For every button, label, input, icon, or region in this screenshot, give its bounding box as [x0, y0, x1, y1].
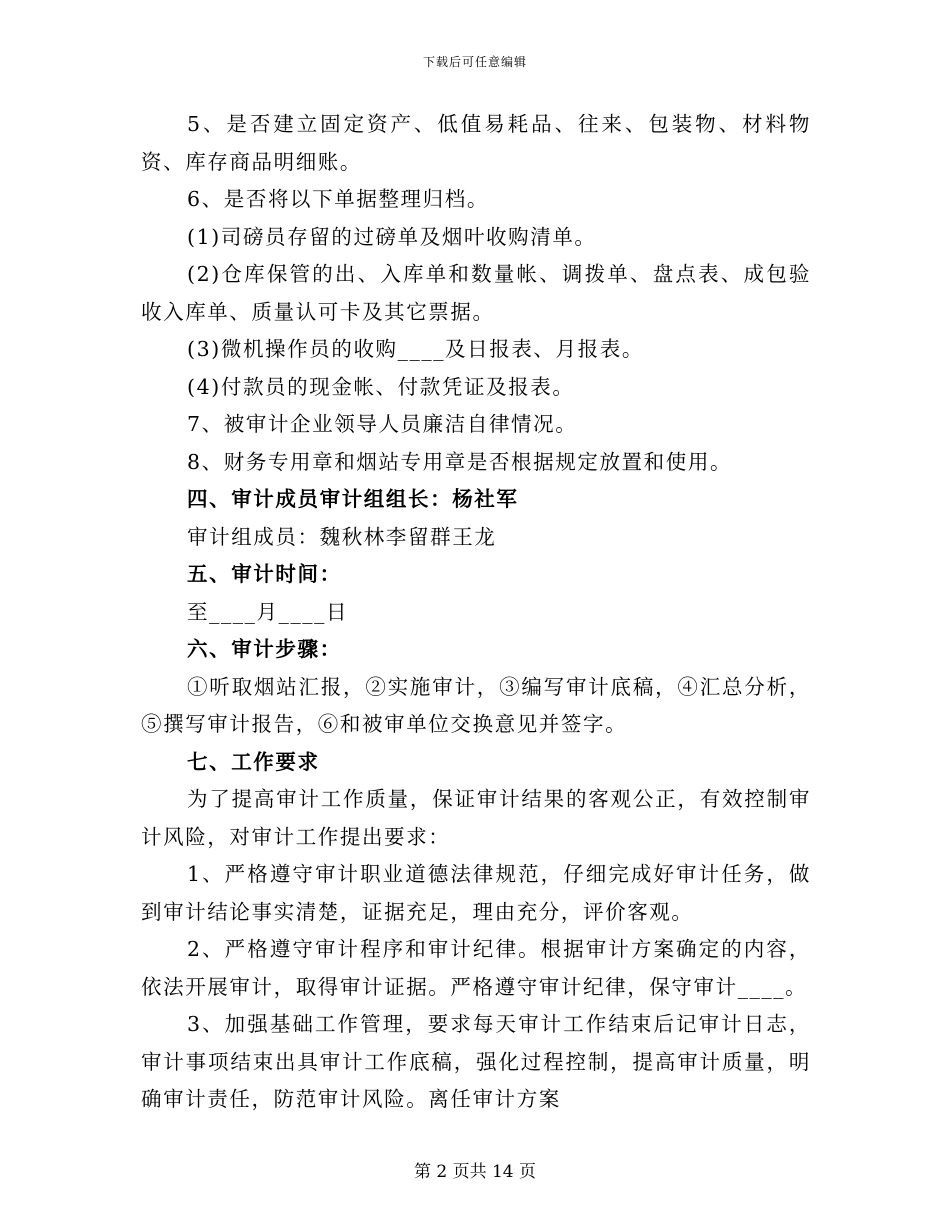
- paragraph-item-8: 8、财务专用章和烟站专用章是否根据规定放置和使用。: [187, 449, 733, 474]
- page-footer: 第 2 页共 14 页: [413, 1162, 537, 1182]
- section-heading-members: 四、审计成员审计组组长：杨社军: [187, 487, 519, 511]
- paragraph-requirements-intro: 为了提高审计工作质量，保证审计结果的客观公正，有效控制审计风险，对审计工作提出要求：: [141, 787, 811, 849]
- paragraph-requirement-3: 3、加强基础工作管理，要求每天审计工作结束后记审计日志，审计事项结束出具审计工作底稿，强化过程控制，提高审计质量，明确审计责任，防范审计风险。离任审计方案: [141, 1012, 811, 1111]
- section-heading-time: 五、审计时间：: [187, 562, 342, 586]
- paragraph-subitem-1: (1)司磅员存留的过磅单及烟叶收购清单。: [187, 224, 597, 249]
- document-body: [141, 106, 811, 1119]
- paragraph-requirement-1: 1、严格遵守审计职业道德法律规范，仔细完成好审计任务，做到审计结论事实清楚，证据充足，理由充分，评价客观。: [141, 862, 811, 924]
- paragraph-steps: ①听取烟站汇报，②实施审计，③编写审计底稿，④汇总分析，⑤撰写审计报告，⑥和被审单位交换意见并签字。: [141, 674, 811, 736]
- paragraph-members: 审计组成员：魏秋林李留群王龙: [187, 524, 497, 549]
- section-heading-steps: 六、审计步骤：: [187, 637, 342, 661]
- paragraph-item-6: 6、是否将以下单据整理归档。: [187, 187, 489, 211]
- paragraph-subitem-2: (2)仓库保管的出、入库单和数量帐、调拨单、盘点表、成包验收入库单、质量认可卡及其它票据。: [141, 262, 811, 324]
- paragraph-subitem-4: (4)付款员的现金帐、付款凭证及报表。: [187, 374, 575, 399]
- page-header: 下载后可任意编辑: [422, 55, 527, 69]
- paragraph-subitem-3: (3)微机操作员的收购____及日报表、月报表。: [187, 337, 644, 361]
- paragraph-requirement-2: 2、严格遵守审计程序和审计纪律。根据审计方案确定的内容，依法开展审计，取得审计证据。严格遵守审计纪律，保守审计____。: [141, 937, 811, 999]
- paragraph-item-5: 5、是否建立固定资产、低值易耗品、往来、包装物、材料物资、库存商品明细账。: [141, 112, 811, 174]
- paragraph-item-7: 7、被审计企业领导人员廉洁自律情况。: [187, 412, 578, 436]
- paragraph-time: 至____月____日: [187, 599, 349, 624]
- section-heading-requirements: 七、工作要求: [187, 749, 320, 774]
